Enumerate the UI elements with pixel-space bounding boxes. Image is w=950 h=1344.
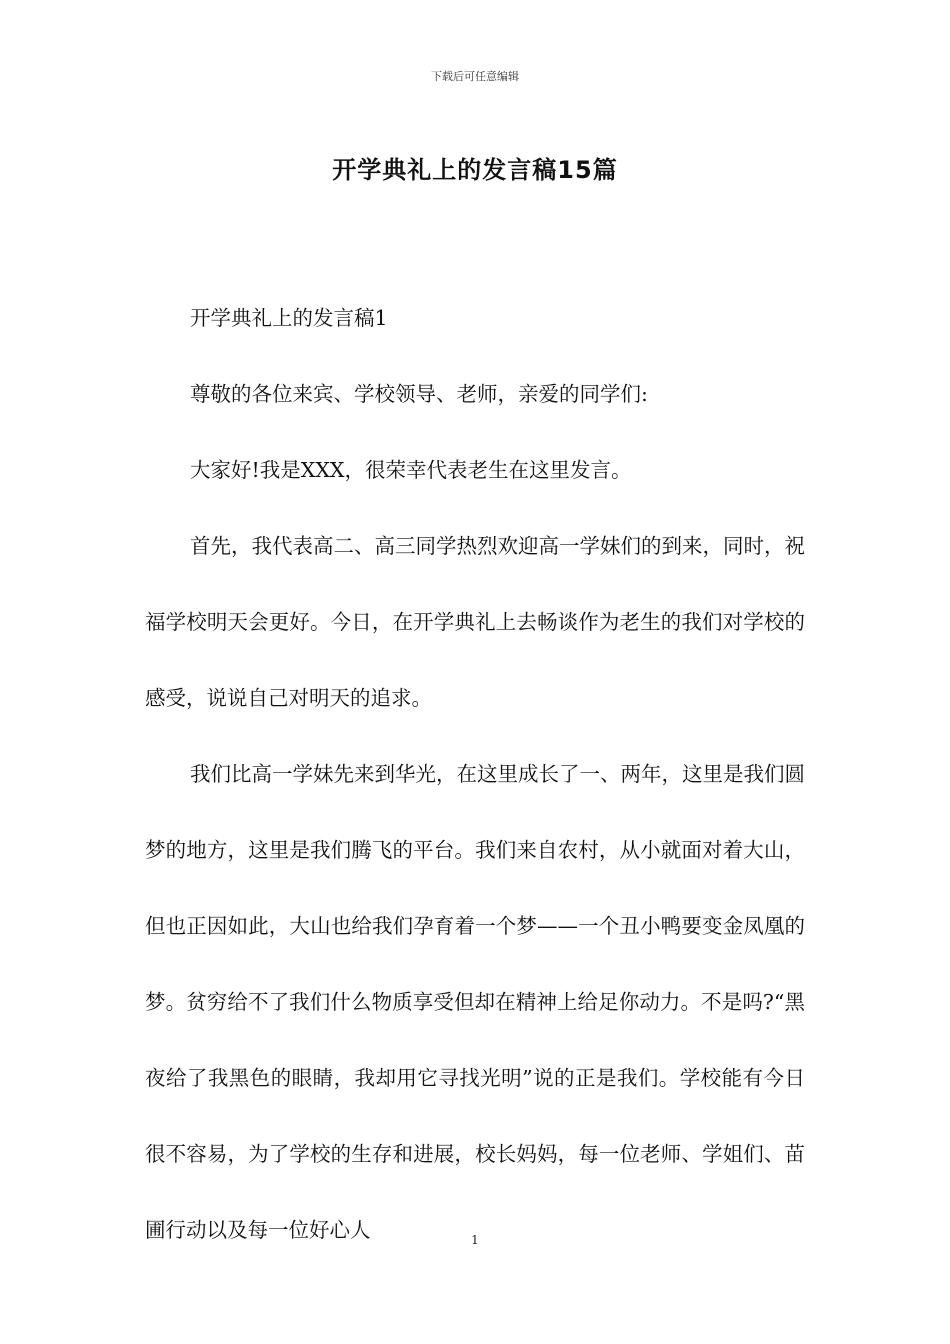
header-note: 下载后可任意编辑 xyxy=(431,70,519,83)
page-number: 1 xyxy=(471,1233,479,1247)
paragraph-greeting: 大家好!我是XXX，很荣幸代表老生在这里发言。 xyxy=(190,458,632,482)
paragraph-salutation: 尊敬的各位来宾、学校领导、老师，亲爱的同学们: xyxy=(190,382,648,406)
document-body xyxy=(145,280,805,1268)
section-heading: 开学典礼上的发言稿1 xyxy=(190,306,388,330)
document-title: 开学典礼上的发言稿15篇 xyxy=(332,156,618,184)
paragraph-welcome: 首先，我代表高二、高三同学热烈欢迎高一学妹们的到来，同时，祝福学校明天会更好。今日，在开学典礼上去畅谈作为老生的我们对学校的感受，说说自己对明天的追求。 xyxy=(145,534,805,710)
paragraph-story: 我们比高一学妹先来到华光，在这里成长了一、两年，这里是我们圆梦的地方，这里是我们腾飞的平台。我们来自农村，从小就面对着大山，但也正因如此，大山也给我们孕育着一个梦——一个丑小鸭要变金凤凰的梦。贫穷给不了我们什么物质享受但却在精神上给足你动力。不是吗?“黑夜给了我黑色的眼睛，我却用它寻找光明”说的正是我们。学校能有今日很不容易，为了学校的生存和进展，校长妈妈，每一位老师、学姐们、苗圃行动以及每一位好心人 xyxy=(145,762,805,1242)
